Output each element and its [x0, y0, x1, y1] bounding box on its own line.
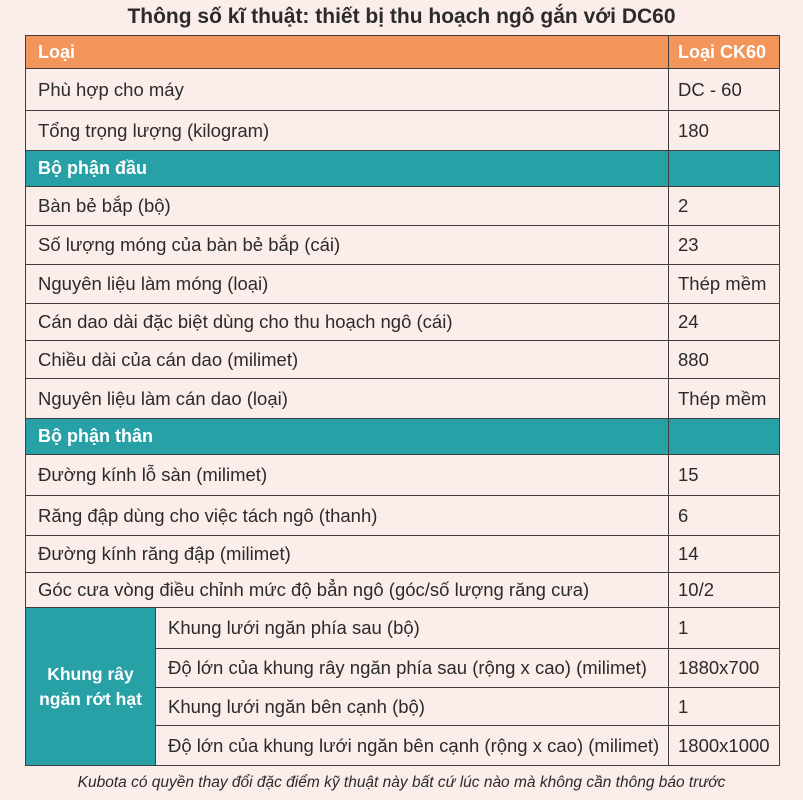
spec-table: [25, 35, 780, 766]
row-label: Nguyên liệu làm móng (loại): [26, 265, 668, 303]
group-row-label: Khung lưới ngăn bên cạnh (bộ): [156, 688, 668, 725]
row-label: Chiều dài của cán dao (milimet): [26, 341, 668, 378]
page-title: Thông số kĩ thuật: thiết bị thu hoạch ngô gắn với DC60: [127, 5, 676, 28]
group-row-label: Độ lớn của khung rây ngăn phía sau (rộng x cao) (milimet): [156, 649, 668, 687]
header-label-cell: Loại: [26, 36, 668, 68]
group-title: Khung rây ngăn rớt hạt: [39, 663, 142, 709]
row-label: Răng đập dùng cho việc tách ngô (thanh): [26, 496, 668, 535]
group-row-value: 1800x1000: [669, 726, 779, 765]
row-label: Góc cưa vòng điều chỉnh mức độ bẳn ngô (góc/số lượng răng cưa): [26, 573, 668, 607]
footer-note: Kubota có quyền thay đổi đặc điểm kỹ thuật này bất cứ lúc nào mà không cần thông báo trước: [77, 774, 726, 791]
row-value: 180: [669, 111, 779, 150]
row-label: Đường kính lỗ sàn (milimet): [26, 455, 668, 495]
row-label: Phù hợp cho máy: [26, 69, 668, 110]
group-row-label: Độ lớn của khung lưới ngăn bên cạnh (rộng x cao) (milimet): [156, 726, 668, 765]
row-label: Cán dao dài đặc biệt dùng cho thu hoạch ngô (cái): [26, 304, 668, 340]
section-value-cell: [669, 151, 779, 186]
row-value: Thép mềm: [669, 265, 779, 303]
row-value: 2: [669, 187, 779, 225]
group-row-value: 1: [669, 608, 779, 648]
row-label: Đường kính răng đập (milimet): [26, 536, 668, 572]
row-label: Tổng trọng lượng (kilogram): [26, 111, 668, 150]
group-row-value: 1880x700: [669, 649, 779, 687]
row-value: Thép mềm: [669, 379, 779, 418]
row-value: 14: [669, 536, 779, 572]
row-value: 880: [669, 341, 779, 378]
row-label: Số lượng móng của bàn bẻ bắp (cái): [26, 226, 668, 264]
row-label: Bàn bẻ bắp (bộ): [26, 187, 668, 225]
group-row-value: 1: [669, 688, 779, 725]
row-value: DC - 60: [669, 69, 779, 110]
row-label: Nguyên liệu làm cán dao (loại): [26, 379, 668, 418]
group-title-cell: [26, 608, 155, 765]
row-value: 6: [669, 496, 779, 535]
section-title: Bộ phận đầu: [26, 151, 668, 186]
section-value-cell: [669, 419, 779, 454]
header-value-cell: Loại CK60: [669, 36, 779, 68]
group-row-label: Khung lưới ngăn phía sau (bộ): [156, 608, 668, 648]
row-value: 24: [669, 304, 779, 340]
row-value: 23: [669, 226, 779, 264]
row-value: 10/2: [669, 573, 779, 607]
row-value: 15: [669, 455, 779, 495]
section-title: Bộ phận thân: [26, 419, 668, 454]
